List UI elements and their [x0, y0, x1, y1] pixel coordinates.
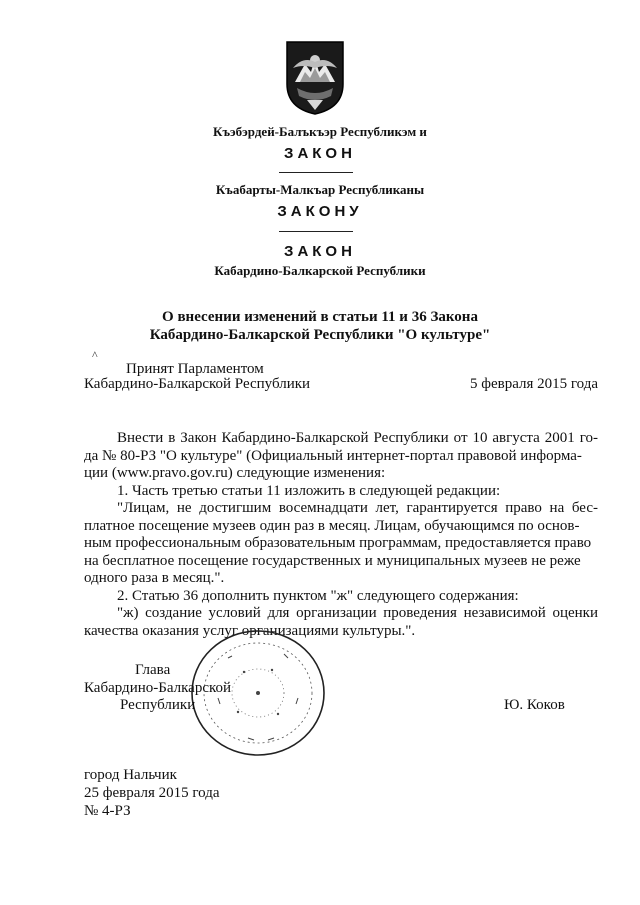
body-line: на бесплатное посещение государственных и муниципальных музеев не реже [84, 553, 581, 569]
body-line: "ж) создание условий для организации проведения независимой оценки [117, 605, 598, 621]
body-line: одного раза в месяц.". [84, 570, 225, 586]
balkar-law-heading: ЗАКОНУ [277, 203, 363, 220]
document-title-line-2: Кабардино-Балкарской Республики "О культуре" [149, 327, 491, 343]
body-line: да № 80-РЗ "О культуре" (Официальный интернет-портал правовой информа- [84, 448, 582, 464]
body-line: 1. Часть третью статьи 11 изложить в следующей редакции: [117, 483, 501, 499]
signature-region-cont: Республики [120, 697, 196, 713]
kabardian-republic-name: Къэбэрдей-Балъкъэр Республикэм и [213, 124, 427, 139]
balkar-republic-name: Къабарты-Малкъар Республиканы [215, 182, 425, 197]
document-title-line-1: О внесении изменений в статьи 11 и 36 Закона [162, 309, 478, 325]
russian-republic-name: Кабардино-Балкарской Республики [214, 263, 426, 278]
city: город Нальчик [84, 767, 177, 783]
signature-title: Глава [135, 662, 171, 678]
body-line: качества оказания услуг организациями культуры.". [84, 623, 416, 639]
coat-of-arms-emblem [283, 38, 347, 116]
accepted-by-parliament: Принят Парламентом [126, 361, 264, 377]
adoption-date: 5 февраля 2015 года [470, 376, 599, 392]
scan-mark: ^ [92, 348, 98, 362]
body-line: 2. Статью 36 дополнить пунктом "ж" следующего содержания: [117, 588, 519, 604]
signing-date: 25 февраля 2015 года [84, 785, 220, 801]
parliament-name: Кабардино-Балкарской Республики [84, 376, 311, 392]
signatory-name: Ю. Коков [504, 697, 565, 713]
body-line: ным профессиональным образовательным программам, предоставляется право [84, 535, 592, 551]
divider [279, 231, 353, 232]
kabardian-law-heading: ЗАКОН [284, 145, 356, 162]
law-number: № 4-РЗ [84, 803, 131, 819]
body-line: ции (www.pravo.gov.ru) следующие изменения: [84, 465, 386, 481]
signature-region: Кабардино-Балкарской [84, 680, 232, 696]
body-line: Внести в Закон Кабардино-Балкарской Республики от 10 августа 2001 го- [117, 430, 598, 446]
body-line: "Лицам, не достигшим восемнадцати лет, гарантируется право на бес- [117, 500, 598, 516]
body-line: платное посещение музеев один раз в месяц. Лицам, обучающимся по основ- [84, 518, 580, 534]
russian-law-heading: ЗАКОН [284, 243, 356, 260]
divider [279, 172, 353, 173]
